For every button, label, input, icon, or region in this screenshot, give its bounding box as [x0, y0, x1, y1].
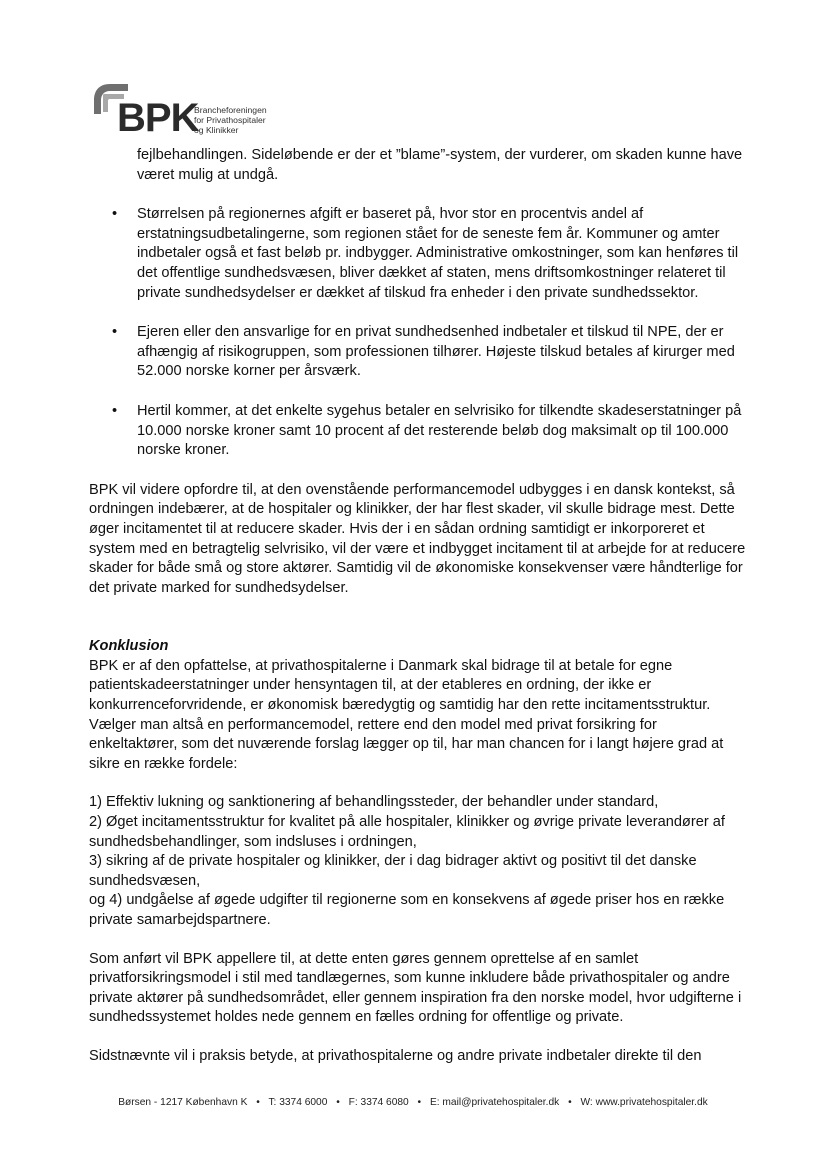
paragraph: BPK vil videre opfordre til, at den ovenstående performancemodel udbygges i en dansk kontekst, så ordningen indebærer, at de hospitaler og klinikker, der har flest skader, vil skulle bidrage mest. Dette øger incitamentet til at reducere skader. Hvis der i en sådan ordning samtidigt er inkorporeret et system med en betragtelig selvrisiko, vil der være et indbygget incitament til at arbejde for at reducere skader for både små og store aktører. Samtidig vil de økonomiske konsekvenser være håndterlige for det private marked for sundhedsydelser. [89, 481, 746, 596]
bullet-item [89, 323, 749, 382]
footer-email: E: mail@privatehospitaler.dk [429, 1097, 560, 1108]
section-heading: Konklusion [89, 638, 169, 655]
footer-separator: • [568, 1097, 572, 1108]
footer-phone: T: 3374 6000 [268, 1097, 328, 1108]
paragraph: Sidstnævnte vil i praksis betyde, at privathospitalerne og andre private indbetaler direkte til den [89, 1047, 702, 1064]
page-footer [0, 1097, 826, 1108]
bullet-item [89, 205, 749, 303]
bullet-icon: • [112, 206, 118, 223]
footer-separator: • [336, 1097, 340, 1108]
bullet-text: Størrelsen på regionernes afgift er baseret på, hvor stor en procentvis andel af erstatningsudbetalingerne, som regionen stået for de seneste fem år. Kommuner og amter indbetaler også et fast beløb pr. indbygger. Administrative omkostninger, som kan henføres til det offentlige sundhedsvæsen, bliver dækket af staten, mens driftsomkostninger relateret til private sundhedsydelser er dækket af tilskud fra enheder i den private sundhedssektor. [137, 206, 739, 301]
numbered-item: 2) Øget incitamentsstruktur for kvalitet på alle hospitaler, klinikker og øvrige private leverandører af sundhedsbehandlinger, som indsluses i ordningen, [89, 814, 725, 850]
bullet-item [89, 402, 749, 461]
footer-web: W: www.privatehospitaler.dk [580, 1097, 708, 1108]
paragraph: Som anført vil BPK appellere til, at dette enten gøres gennem oprettelse af en samlet privatforsikringsmodel i stil med tandlægernes, som kunne inkludere både privathospitaler og andre private aktører på sundhedsområdet, eller gennem inspiration fra den norske model, hvor udgifterne i sundhedssystemet holdes nede gennem en fælles ordning for offentlige og private. [89, 950, 742, 1026]
logo-tagline [194, 105, 267, 135]
footer-separator: • [256, 1097, 260, 1108]
bullet-text: Ejeren eller den ansvarlige for en privat sundhedsenhed indbetaler et tilskud til NPE, der er afhængig af risikogruppen, som professionen tilhører. Højeste tilskud betales af kirurger med 52.000 norske korner per årsværk. [137, 324, 735, 380]
logo-line: og Klinikker [194, 125, 239, 135]
logo-mark: BPK [117, 96, 199, 140]
numbered-item: og 4) undgåelse af øgede udgifter til regionerne som en konsekvens af øgede priser hos en række private samarbejdspartnere. [89, 892, 725, 928]
footer-separator: • [417, 1097, 422, 1108]
numbered-item: 1) Effektiv lukning og sanktionering af behandlingssteder, der behandler under standard, [89, 794, 659, 811]
bullet-list [89, 205, 749, 461]
document-body [89, 146, 749, 1067]
bullet-icon: • [112, 324, 118, 341]
paragraph: BPK er af den opfattelse, at privathospitalerne i Danmark skal bidrage til at betale for egne patientskadeerstatninger under hensyntagen til, at der etableres en ordning, der ikke er konkurrenceforvridende, er økonomisk bæredygtig og samtidig har den rette incitamentsstruktur. Vælger man altså en performancemodel, rettere end den model med privat forsikring for enkeltaktører, som det nuværende forslag lægger op til, har man chancen for i langt højere grad at sikre en række fordele: [89, 657, 724, 772]
bullet-continuation: fejlbehandlingen. Sideløbende er der et ”blame”-system, der vurderer, om skaden kunne have været mulig at undgå. [137, 147, 743, 183]
footer-fax: F: 3374 6080 [348, 1097, 409, 1108]
numbered-item: 3) sikring af de private hospitaler og klinikker, der i dag bidrager aktivt og positivt til det danske sundhedsvæsen, [89, 853, 697, 889]
footer-address: Børsen - 1217 København K [118, 1097, 248, 1108]
bullet-icon: • [112, 402, 118, 419]
logo-line: Brancheforeningen [194, 105, 267, 115]
logo-line: for Privathospitaler [194, 115, 266, 125]
bullet-text: Hertil kommer, at det enkelte sygehus betaler en selvrisiko for tilkendte skadeserstatninger på 10.000 norske kroner samt 10 procent af det resterende beløb dog maksimalt op til 100.000 norske kroner. [137, 402, 742, 459]
